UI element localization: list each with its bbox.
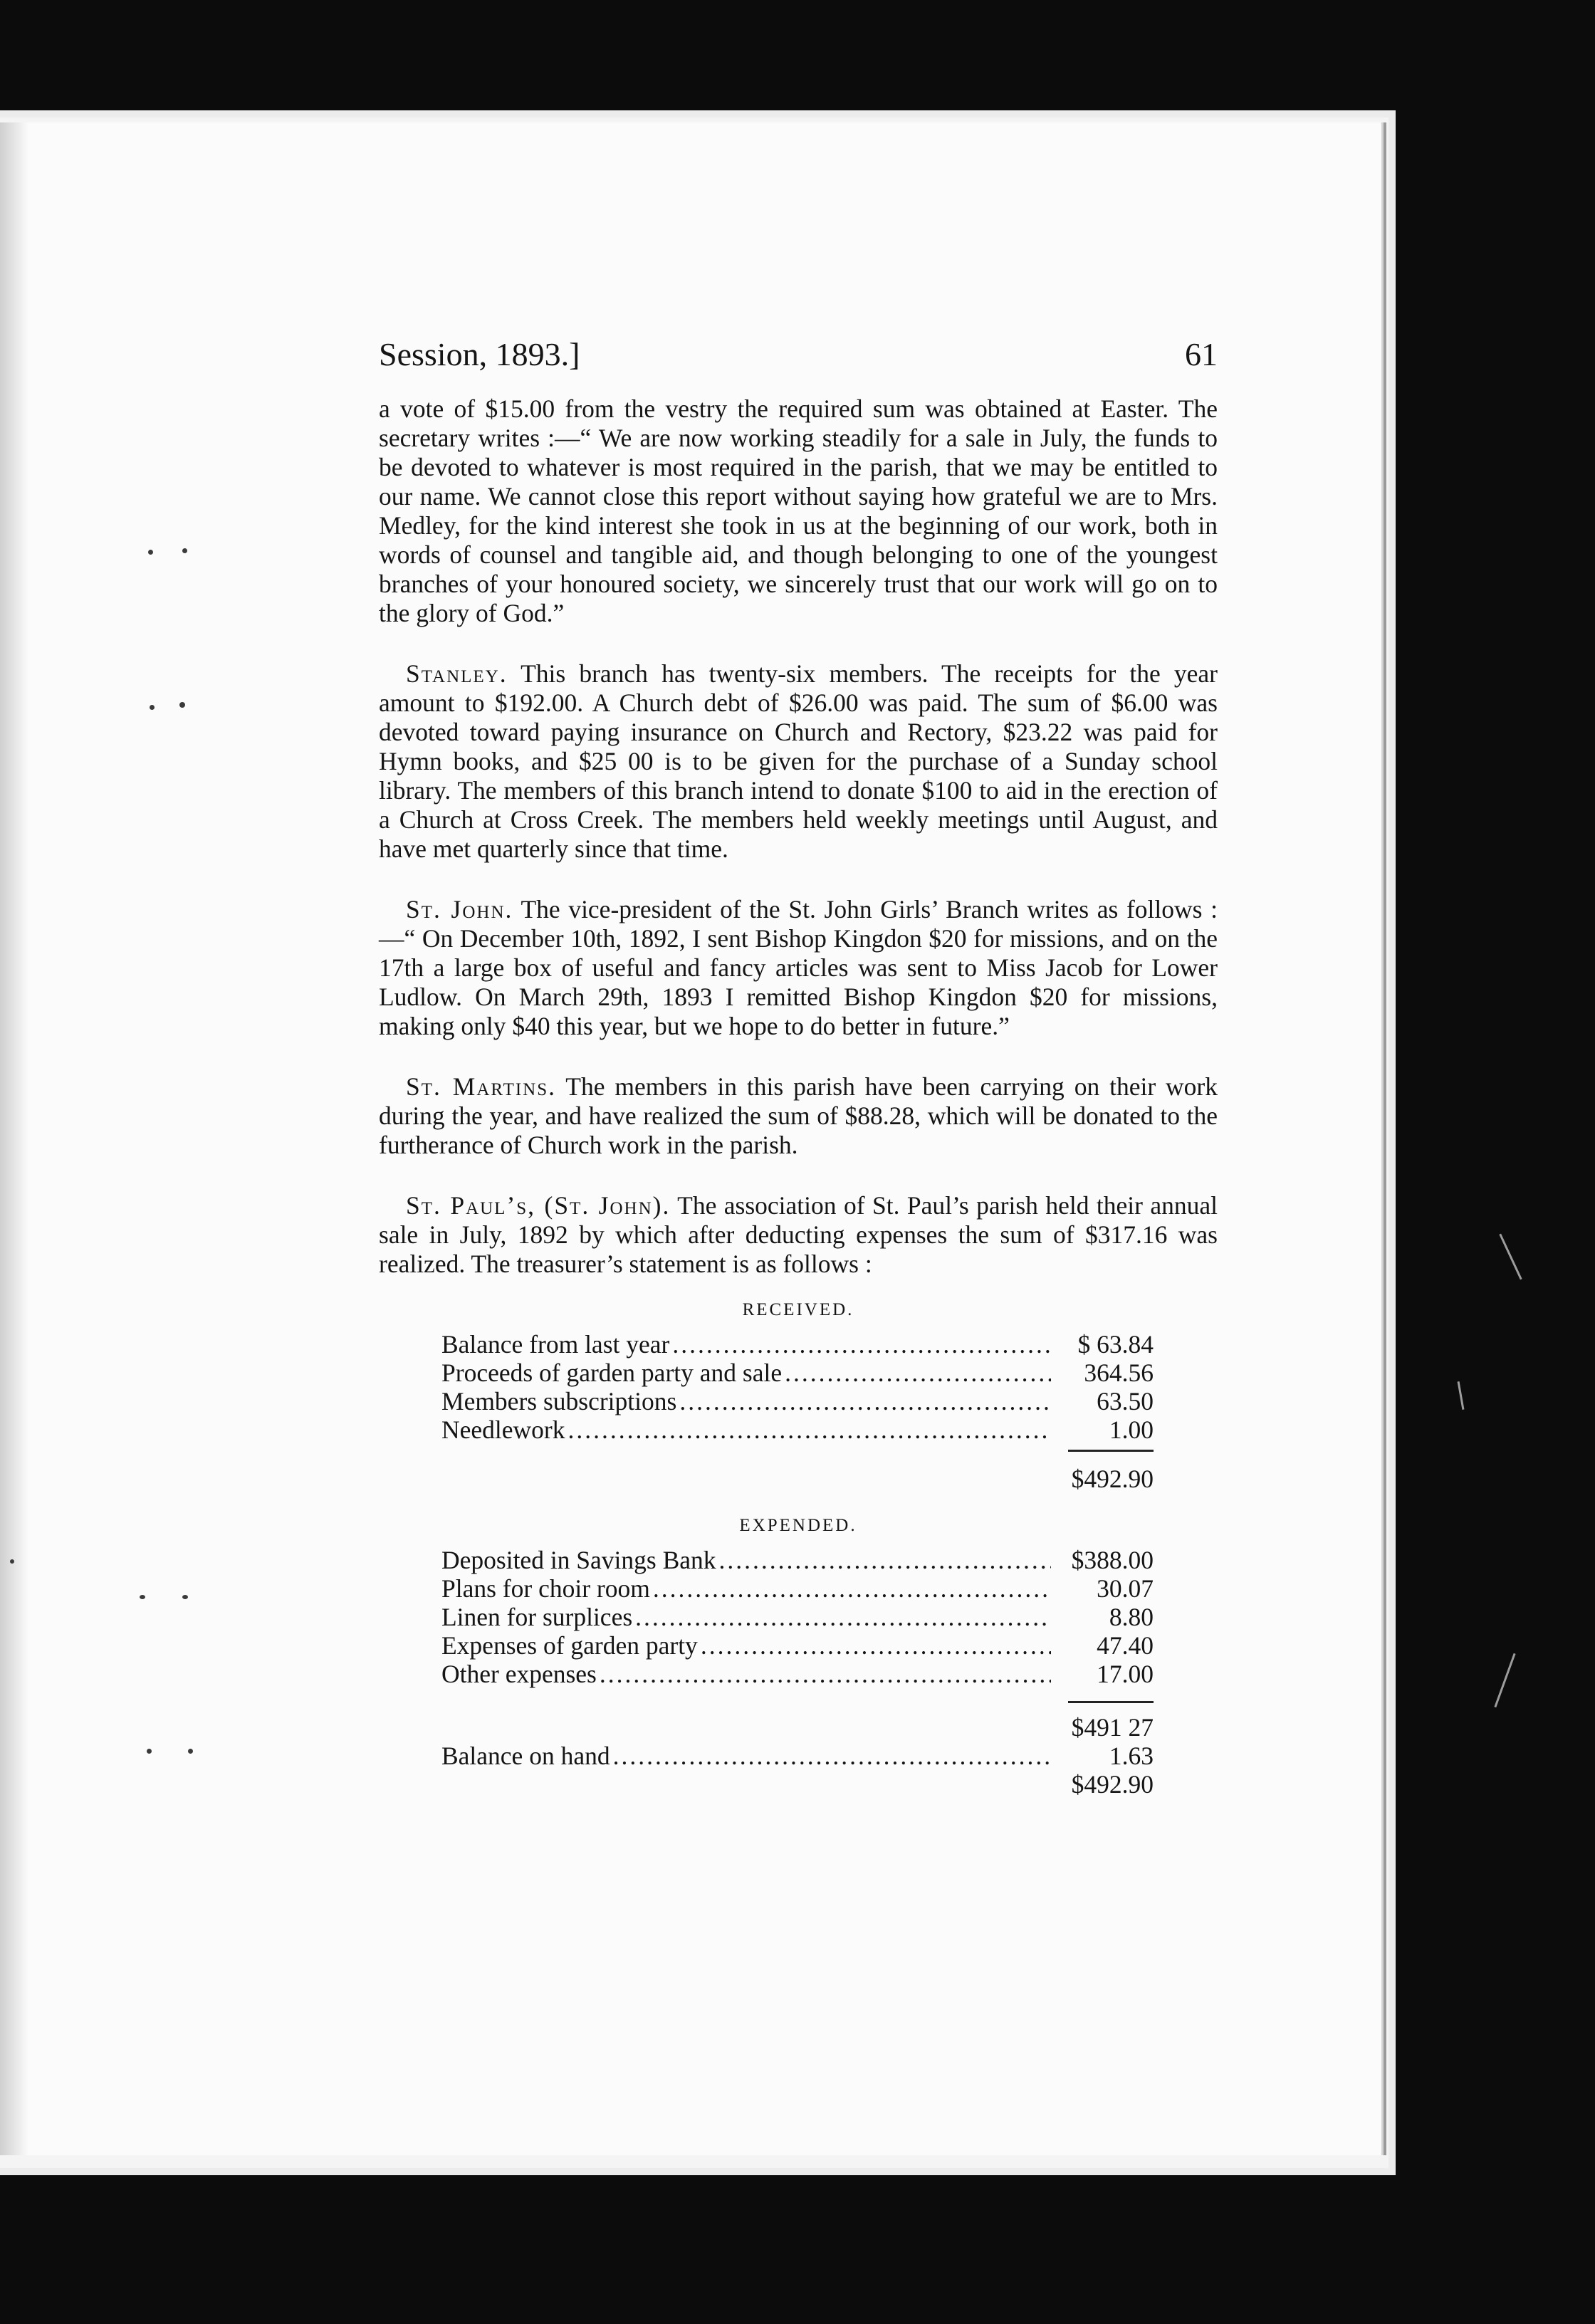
leader-dots — [613, 1742, 1051, 1770]
paragraph-text: The vice-president of the St. John Girls’ Branch writes as follows :—“ On December 10th, 1892, I sent Bishop Kingdon $20 for missions, and on the 17th a large box of useful and fancy articles was sent to Miss Jacob for Lower Ludlow. On March 29th, 1893 I remitted Bishop Kingdon $20 for missions, making only $40 this year, but we hope to do better in future.” — [379, 895, 1218, 1040]
page-content — [379, 335, 1218, 1799]
ledger-amount: $388.00 — [1071, 1546, 1154, 1574]
ledger-amount: 63.50 — [1097, 1387, 1154, 1415]
ledger-label: Deposited in Savings Bank — [441, 1546, 716, 1574]
ledger-row — [441, 1631, 1154, 1660]
expended-ledger — [441, 1546, 1154, 1799]
page-number: 61 — [1185, 336, 1218, 372]
scan-mark — [182, 1595, 188, 1599]
scan-mark — [150, 705, 155, 710]
ledger-label: Other expenses — [441, 1660, 597, 1688]
ledger-amount: 30.07 — [1097, 1574, 1154, 1603]
scan-mark — [140, 1595, 145, 1599]
ledger-row — [441, 1415, 1154, 1444]
paragraph-st-pauls — [379, 1191, 1218, 1279]
ledger-row — [441, 1330, 1154, 1359]
received-ledger — [441, 1330, 1154, 1493]
spine-shadow — [0, 122, 28, 2155]
received-title: RECEIVED. — [742, 1300, 854, 1319]
ledger-label: Balance from last year — [441, 1330, 670, 1359]
leader-dots — [672, 1330, 1051, 1359]
ledger-amount: 47.40 — [1097, 1631, 1154, 1660]
branch-heading: St. Paul’s, (St. John). — [406, 1191, 671, 1220]
paragraph-st-martins — [379, 1072, 1218, 1160]
ledger-amount: 1.00 — [1109, 1415, 1154, 1444]
scan-mark — [188, 1749, 193, 1754]
running-header — [379, 335, 1218, 375]
scan-scratch — [1458, 1381, 1465, 1410]
scan-mark — [179, 702, 185, 708]
sum-rule — [1068, 1701, 1154, 1703]
expended-subtotal: $491 27 — [1071, 1713, 1154, 1742]
ledger-label: Plans for choir room — [441, 1574, 650, 1603]
ledger-label: Needlework — [441, 1415, 565, 1444]
ledger-amount: 8.80 — [1109, 1603, 1154, 1631]
expended-title: EXPENDED. — [739, 1516, 857, 1535]
scan-scratch — [1494, 1653, 1515, 1707]
leader-dots — [679, 1387, 1051, 1415]
ledger-amount: 364.56 — [1084, 1359, 1154, 1387]
leader-dots — [635, 1603, 1051, 1631]
ledger-label: Balance on hand — [441, 1742, 610, 1770]
ledger-row — [441, 1387, 1154, 1415]
leader-dots — [701, 1631, 1051, 1660]
scan-mark — [147, 1749, 152, 1754]
leader-dots — [653, 1574, 1051, 1603]
paragraph-text: This branch has twenty-six members. The receipts for the year amount to $192.00. A Church debt of $26.00 was paid. The sum of $6.00 was devoted toward paying insurance on Church and Rectory, $23.22 was paid for Hymn books, and $25 00 is to be given for the purchase of a Sunday school library. The members of this branch intend to donate $100 to aid in the erection of a Church at Cross Creek. The members held weekly meetings until August, and have met quarterly since that time. — [379, 659, 1218, 863]
ledger-label: Linen for surplices — [441, 1603, 633, 1631]
scan-scratch — [1499, 1234, 1522, 1280]
running-head: Session, 1893.] — [379, 336, 580, 372]
paragraph-text: The members in this parish have been carrying on their work during the year, and have realized the sum of $88.28, which will be donated to the furtherance of Church work in the parish. — [379, 1072, 1218, 1159]
expended-total: $492.90 — [1071, 1770, 1154, 1799]
ledger-amount: 17.00 — [1097, 1660, 1154, 1688]
ledger-row — [441, 1546, 1154, 1574]
scan-mark — [182, 548, 187, 553]
ledger-amount: $ 63.84 — [1077, 1330, 1154, 1359]
paragraph-stanley — [379, 659, 1218, 864]
leader-dots — [785, 1359, 1051, 1387]
ledger-row — [441, 1574, 1154, 1603]
ledger-row-balance — [441, 1742, 1154, 1770]
branch-heading: St. John. — [406, 895, 513, 923]
paragraph-st-john — [379, 895, 1218, 1041]
ledger-row — [441, 1603, 1154, 1631]
sum-rule — [1068, 1450, 1154, 1452]
ledger-amount: 1.63 — [1109, 1742, 1154, 1770]
paragraph-text: The association of St. Paul’s parish held their annual sale in July, 1892 by which after deducting expenses the sum of $317.16 was realized. The treasurer’s statement is as follows : — [379, 1191, 1218, 1278]
leader-dots — [568, 1415, 1051, 1444]
paragraph-continuation: a vote of $15.00 from the vestry the required sum was obtained at Easter. The secretary writes :—“ We are now working steadily for a sale in July, the funds to be devoted to whatever is most required in the parish, that we may be entitled to our name. We cannot close this report without saying how grateful we are to Mrs. Medley, for the kind interest she took in us at the beginning of our work, both in words of counsel and tangible aid, and though belonging to one of the youngest branches of your honoured society, we sincerely trust that our work will go on to the glory of God.” — [379, 394, 1218, 627]
ledger-label: Members subscriptions — [441, 1387, 677, 1415]
scan-mark — [10, 1559, 14, 1564]
ledger-label: Expenses of garden party — [441, 1631, 698, 1660]
ledger-label: Proceeds of garden party and sale — [441, 1359, 783, 1387]
branch-heading: St. Martins. — [406, 1072, 557, 1101]
leader-dots — [600, 1660, 1051, 1688]
scan-mark — [148, 550, 153, 555]
ledger-row — [441, 1359, 1154, 1387]
leader-dots — [719, 1546, 1051, 1574]
ledger-row — [441, 1660, 1154, 1688]
received-total: $492.90 — [1071, 1465, 1154, 1493]
branch-heading: Stanley. — [406, 659, 508, 688]
